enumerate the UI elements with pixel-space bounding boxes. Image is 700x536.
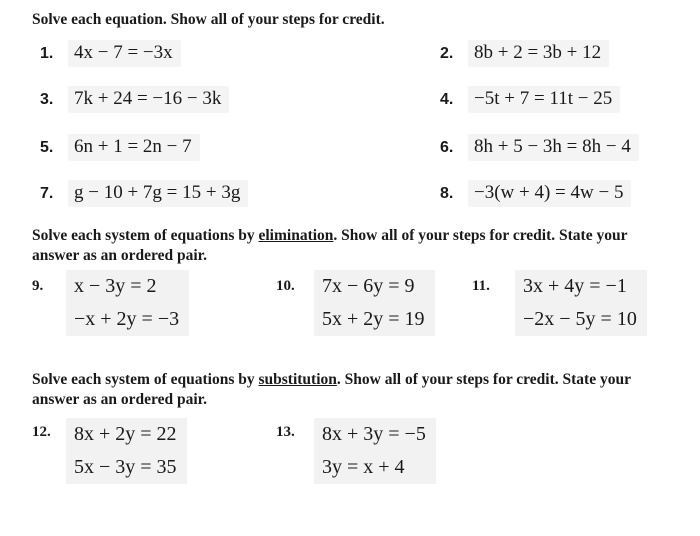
- equation: 6n + 1 = 2n − 7: [68, 134, 200, 161]
- system-number-9: 9.: [32, 278, 44, 294]
- problem-4: [440, 86, 620, 113]
- system-equation-2: −2x − 5y = 10: [523, 308, 637, 330]
- equation: 4x − 7 = −3x: [68, 40, 181, 67]
- equation: 7k + 24 = −16 − 3k: [68, 86, 229, 113]
- problem-6: [440, 134, 639, 161]
- problem-2: [440, 40, 609, 67]
- problem-number: 4.: [440, 91, 454, 108]
- system-equation-1: 8x + 3y = −5: [322, 423, 426, 445]
- method-elimination: elimination: [258, 227, 334, 244]
- system-equation-1: 7x − 6y = 9: [322, 275, 415, 297]
- system-equation-2: 5x + 2y = 19: [322, 308, 425, 330]
- equation: 8b + 2 = 3b + 12: [468, 40, 609, 67]
- system-number-11: 11.: [472, 278, 490, 294]
- system-10: [314, 270, 435, 336]
- equation: −3(w + 4) = 4w − 5: [468, 180, 631, 207]
- problem-number: 2.: [440, 45, 454, 62]
- system-13: [314, 418, 436, 484]
- system-12: [66, 418, 187, 484]
- problem-number: 1.: [40, 45, 54, 62]
- system-number-13: 13.: [276, 424, 295, 440]
- problem-number: 3.: [40, 91, 54, 108]
- problem-number: 8.: [440, 185, 454, 202]
- problem-8: [440, 180, 631, 207]
- section3-heading: Solve each system of equations by substitution. Show all of your steps for credit. State your answer as an ordered pair.: [32, 371, 631, 408]
- system-equation-2: 5x − 3y = 35: [74, 456, 177, 478]
- system-equation-2: −x + 2y = −3: [74, 308, 180, 330]
- equation: 8h + 5 − 3h = 8h − 4: [468, 134, 639, 161]
- problem-7: [40, 180, 248, 207]
- section2-heading: Solve each system of equations by elimination. Show all of your steps for credit. State your answer as an ordered pair.: [32, 227, 628, 264]
- method-substitution: substitution: [258, 371, 337, 388]
- system-number-12: 12.: [32, 424, 51, 440]
- equation: g − 10 + 7g = 15 + 3g: [68, 180, 248, 207]
- problem-number: 6.: [440, 139, 454, 156]
- system-equation-1: 8x + 2y = 22: [74, 423, 177, 445]
- system-9: [66, 270, 189, 336]
- section1-heading: Solve each equation. Show all of your steps for credit.: [32, 11, 385, 28]
- problem-1: [40, 40, 181, 67]
- system-11: [515, 270, 647, 336]
- equation: −5t + 7 = 11t − 25: [468, 86, 620, 113]
- system-number-10: 10.: [276, 278, 295, 294]
- system-equation-2: 3y = x + 4: [322, 456, 405, 478]
- problem-number: 5.: [40, 139, 54, 156]
- problem-number: 7.: [40, 185, 54, 202]
- system-equation-1: 3x + 4y = −1: [523, 275, 627, 297]
- problem-5: [40, 134, 200, 161]
- problem-3: [40, 86, 229, 113]
- system-equation-1: x − 3y = 2: [74, 275, 157, 297]
